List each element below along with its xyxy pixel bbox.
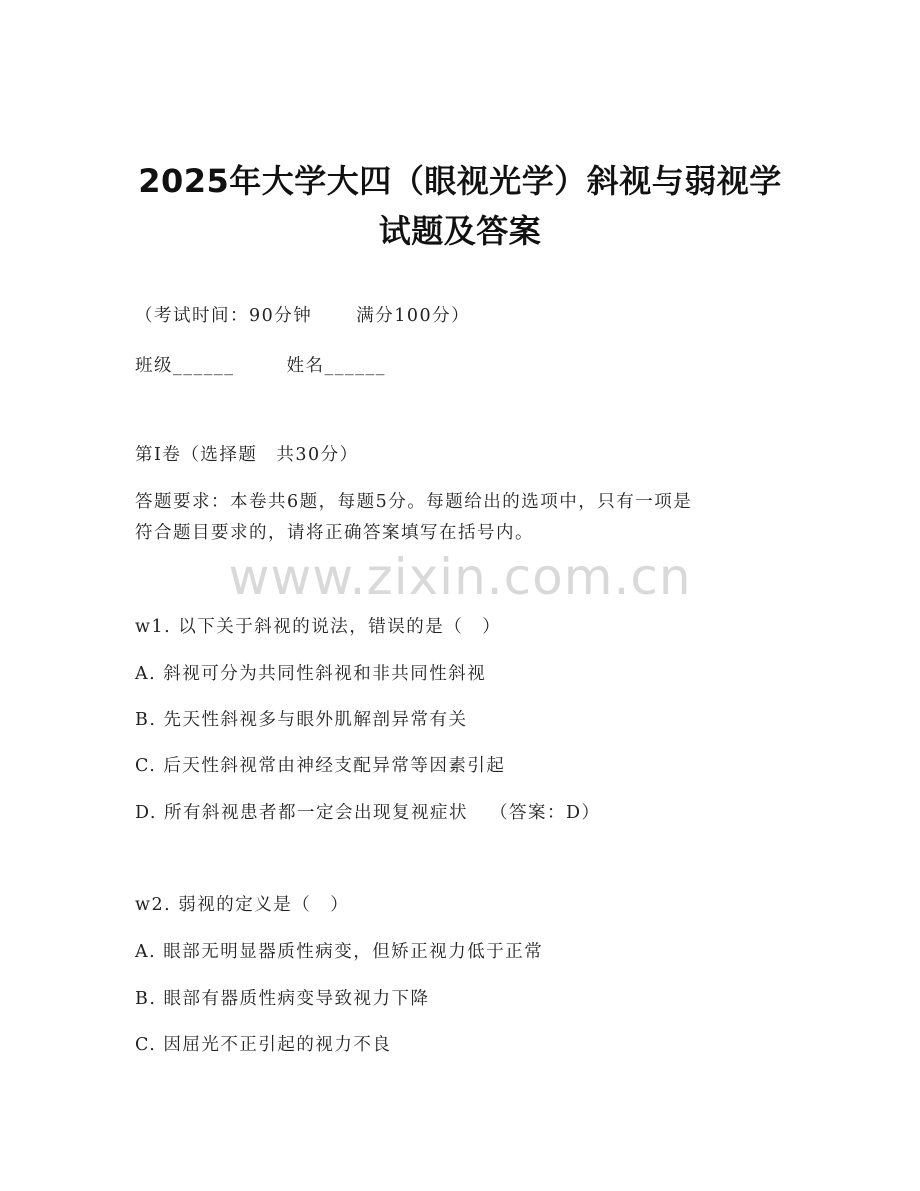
name-field: 姓名______ (286, 356, 386, 376)
document-title-line-1: 2025年大学大四（眼视光学）斜视与弱视学 (138, 162, 782, 200)
section-instructions-line-2: 符合题目要求的，请将正确答案填写在括号内。 (135, 523, 534, 543)
exam-full-score: 满分100分） (356, 306, 471, 326)
question-2-option-a: A. 眼部无明显器质性病变，但矫正视力低于正常 (135, 942, 544, 962)
question-1-stem: w1. 以下关于斜视的说法，错误的是（ ） (135, 617, 502, 637)
question-1-option-d: D. 所有斜视患者都一定会出现复视症状 (135, 803, 469, 823)
question-2-option-b: B. 眼部有器质性病变导致视力下降 (135, 989, 430, 1009)
question-1-option-a: A. 斜视可分为共同性斜视和非共同性斜视 (135, 664, 487, 684)
question-1-option-c: C. 后天性斜视常由神经支配异常等因素引起 (135, 756, 506, 776)
section-instructions-line-1: 答题要求：本卷共6题，每题5分。每题给出的选项中，只有一项是 (135, 492, 693, 512)
student-fields (135, 352, 386, 377)
question-1-option-d-row (135, 799, 601, 824)
question-2-stem: w2. 弱视的定义是（ ） (135, 895, 350, 915)
exam-time: （考试时间：90分钟 (135, 306, 313, 326)
exam-info (135, 302, 470, 327)
document-title-line-2: 试题及答案 (378, 212, 542, 250)
watermark: www.zixin.com.cn (228, 548, 692, 606)
question-2-option-c: C. 因屈光不正引起的视力不良 (135, 1035, 392, 1055)
section-heading: 第I卷（选择题 共30分） (135, 445, 359, 465)
question-1-answer: （答案：D） (490, 803, 601, 823)
class-field: 班级______ (135, 356, 235, 376)
question-1-option-b: B. 先天性斜视多与眼外肌解剖异常有关 (135, 710, 468, 730)
